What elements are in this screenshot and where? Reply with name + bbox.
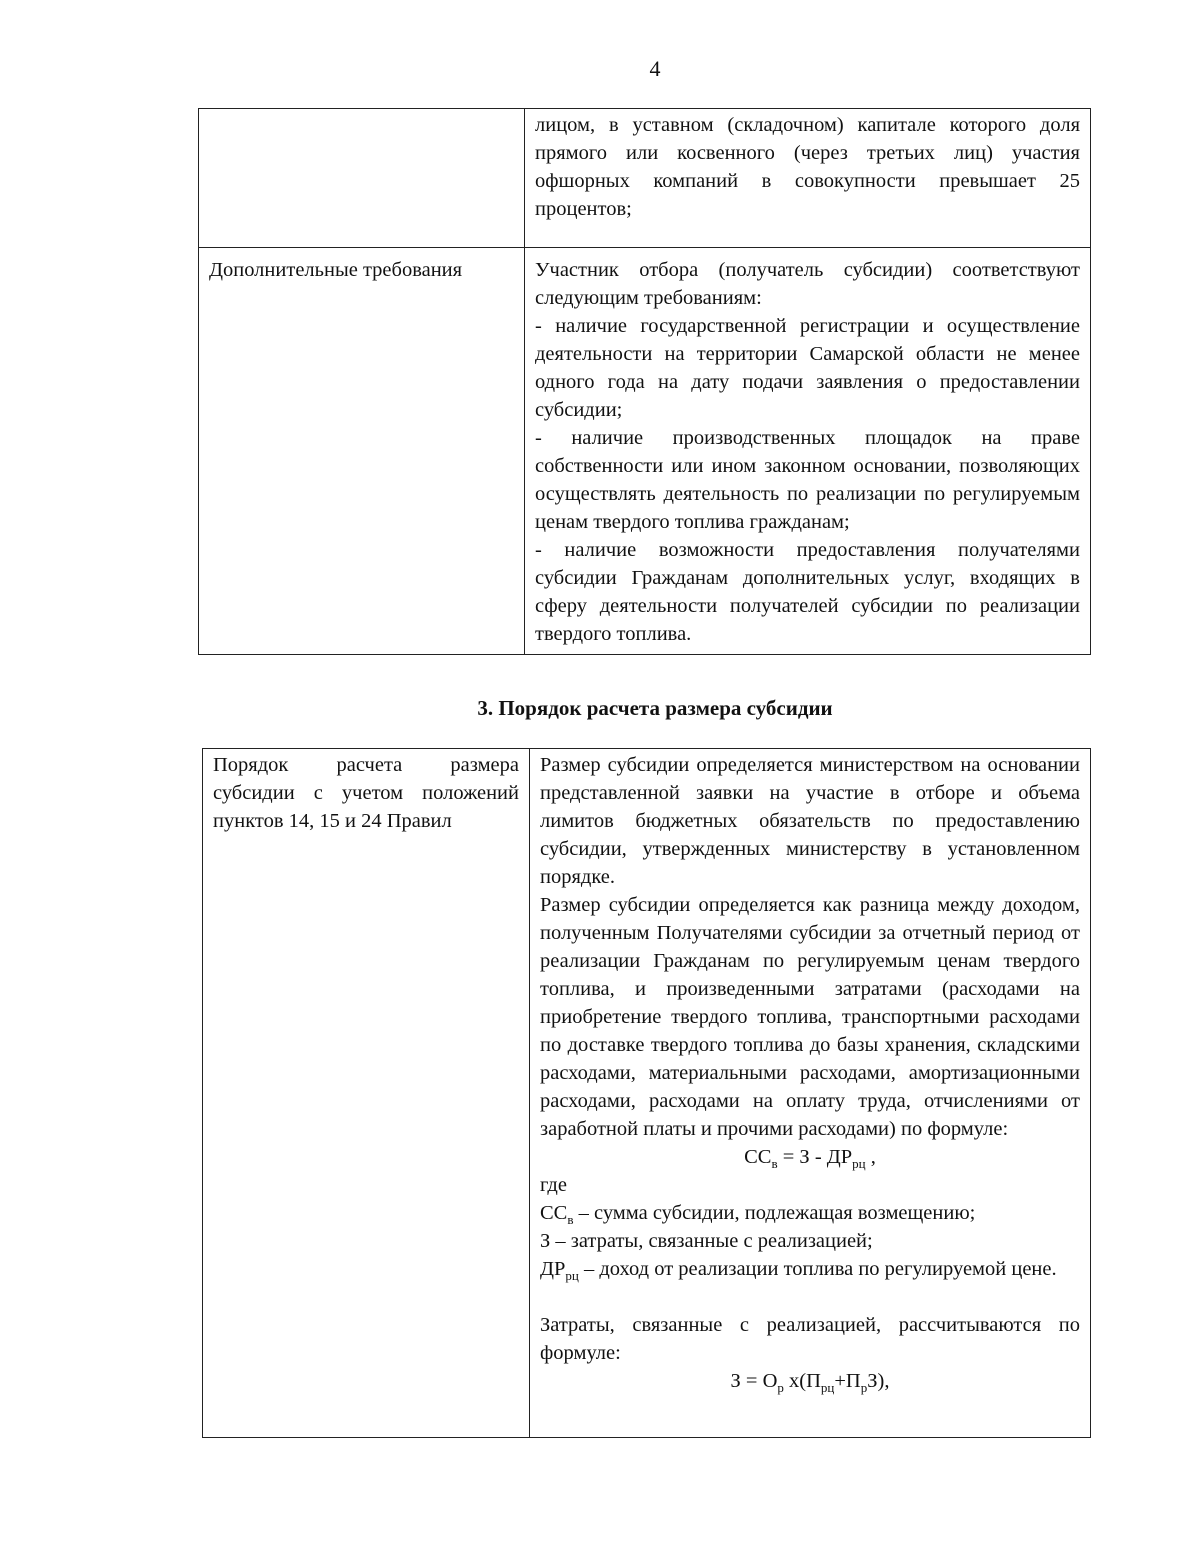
requirement-item-additional-services: - наличие возможности предоставления получателями субсидии Гражданам дополнительных услуг, входящих в сферу деятельности получателей субсидии по реализации твердого топлива. [535, 539, 1080, 645]
additional-requirements-label: Дополнительные требования [199, 248, 525, 655]
definition-income [540, 1255, 1080, 1283]
calculation-order-label: Порядок расчета размера субсидии с учетом положений пунктов 14, 15 и 24 Правил [203, 749, 530, 1438]
table-row [199, 248, 1091, 655]
definition-income-subscript: рц [565, 1268, 579, 1284]
formula-subsidy-subscript: в [771, 1156, 778, 1172]
definition-income-text: – доход от реализации топлива по регулируемой цене. [578, 1258, 1057, 1280]
definition-subsidy-symbol: СС [540, 1202, 568, 1224]
calculation-description-cell [530, 749, 1091, 1438]
definition-subsidy-subscript: в [567, 1212, 574, 1228]
formula-subsidy-symbol: СС [744, 1146, 772, 1168]
page-number: 4 [649, 56, 661, 81]
definition-subsidy-text: – сумма субсидии, подлежащая возмещению; [573, 1202, 976, 1224]
offshore-requirement-text: лицом, в уставном (складочном) капитале которого доля прямого или косвенного (через третьих лиц) участия офшорных компаний в совокупности превышает 25 процентов; [535, 114, 1080, 220]
table-cell-offshore-text [525, 109, 1091, 248]
formula-costs-mid-2: +П [834, 1370, 861, 1392]
calculation-table [202, 748, 1091, 1438]
formula-income-subscript: рц [852, 1156, 866, 1172]
table-row [199, 109, 1091, 248]
formula-costs-sub-3: р [860, 1380, 868, 1396]
where-label: где [540, 1174, 567, 1196]
formula-subsidy-end: , [865, 1146, 876, 1168]
definition-costs: З – затраты, связанные с реализацией; [540, 1230, 873, 1252]
spacer [540, 1283, 1080, 1311]
requirement-item-production-sites: - наличие производственных площадок на праве собственности или ином законном основании, позволяющих осуществлять деятельность по реализации по регулируемым ценам твердого топлива гражданам; [535, 427, 1080, 533]
requirement-item-registration: - наличие государственной регистрации и осуществление деятельности на территории Самарской области не менее одного года на дату подачи заявления о предоставлении субсидии; [535, 315, 1080, 421]
table-cell-empty [199, 109, 525, 248]
requirement-intro: Участник отбора (получатель субсидии) соответствуют следующим требованиям: [535, 259, 1080, 309]
calculation-paragraph-3: Затраты, связанные с реализацией, рассчитываются по формуле: [540, 1314, 1080, 1364]
formula-costs-mid-1: х(П [783, 1370, 821, 1392]
formula-costs-end: З), [867, 1370, 890, 1392]
calculation-paragraph-2: Размер субсидии определяется как разница между доходом, полученным Получателями субсидии за отчетный период от реализации Гражданам по регулируемым ценам твердого топлива, и произведенными затратами (расходами на приобретение твердого топлива, транспортными расходами по доставке твердого топлива до базы хранения, складскими расходами, материальными расходами, амортизационными расходами, расходами на оплату труда, отчислениями от заработной платы и прочими расходами) по формуле: [540, 894, 1080, 1140]
formula-costs-start: З = О [730, 1370, 778, 1392]
definition-subsidy [540, 1199, 1080, 1227]
formula-costs-sub-1: р [777, 1380, 784, 1396]
definition-income-symbol: ДР [540, 1258, 566, 1280]
formula-costs [540, 1367, 1080, 1395]
formula-costs-sub-2: рц [820, 1380, 835, 1396]
formula-subsidy-body: = З - ДР [777, 1146, 853, 1168]
section-heading: 3. Порядок расчета размера субсидии [477, 696, 833, 720]
additional-requirements-cell [525, 248, 1091, 655]
formula-subsidy [540, 1143, 1080, 1171]
requirements-table [198, 108, 1091, 655]
table-row [203, 749, 1091, 1438]
calculation-paragraph-1: Размер субсидии определяется министерством на основании представленной заявки на участие в отборе и объема лимитов бюджетных обязательств по предоставлению субсидии, утвержденных министерству в установленном порядке. [540, 754, 1080, 888]
